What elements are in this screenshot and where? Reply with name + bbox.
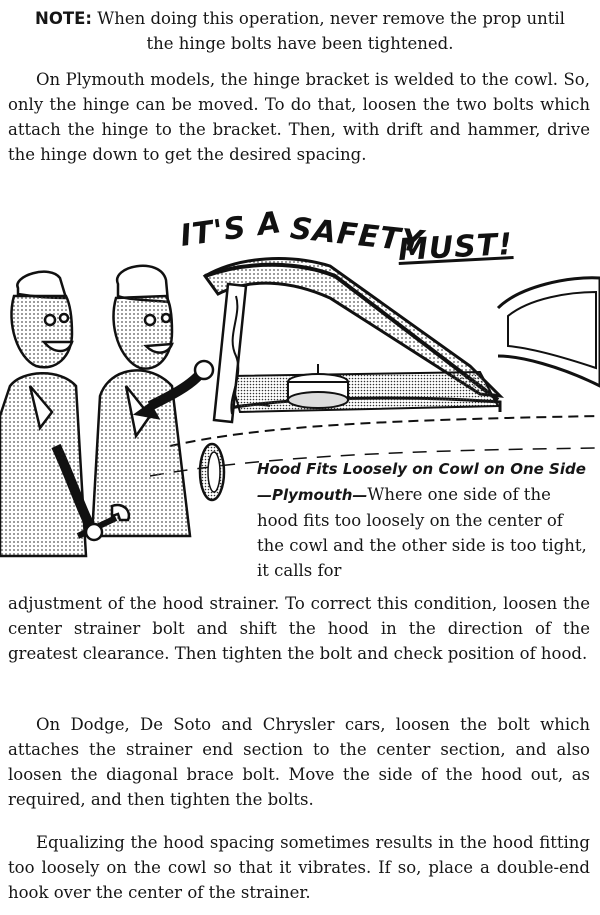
- banner-its-a: IT'S A: [178, 205, 285, 254]
- mechanic-left: [0, 272, 90, 556]
- note-label: NOTE:: [35, 9, 93, 28]
- note-text: When doing this operation, never remove the prop until the hinge bolts have been tightened.: [92, 9, 565, 53]
- note-paragraph: [20, 6, 580, 56]
- caption-paragraph-continued: adjustment of the hood strainer. To correct this condition, loosen the center strainer bolt and shift the hood in the direction of the greatest clearance. Then tighten the bolt and check position of hood.: [8, 594, 590, 663]
- paragraph-equalizing: Equalizing the hood spacing sometimes results in the hood fitting too loosely on the cowl so that it vibrates. If so, place a double-end hook over the center of the strainer.: [8, 833, 590, 902]
- caption-paragraph-start: [257, 456, 587, 583]
- caption-title: Hood Fits Loosely on Cowl on One Side—Plymouth—: [257, 460, 586, 504]
- air-cleaner: [288, 364, 348, 408]
- paragraph-plymouth-hinge: On Plymouth models, the hinge bracket is welded to the cowl. So, only the hinge can be moved. To do that, loosen the two bolts which attach the hinge to the bracket. Then, with drift and hammer, drive the hinge down to get the desired spacing.: [8, 70, 590, 164]
- mechanic-right: [92, 266, 213, 536]
- engine-compartment: [230, 372, 498, 412]
- paragraph-dodge-desoto-chrysler: On Dodge, De Soto and Chrysler cars, loosen the bolt which attaches the strainer end section to the center section, and also loosen the diagonal brace bolt. Move the side of the hood out, as required, and then tighten the bolts.: [8, 715, 590, 809]
- banner-must: MUST!: [397, 227, 514, 268]
- headlight: [200, 444, 224, 500]
- caption-text-right: Where one side of the hood fits too loosely on the center of the cowl and the other side is too tight, it calls for: [257, 485, 587, 580]
- banner-safety: SAFETY: [288, 211, 426, 260]
